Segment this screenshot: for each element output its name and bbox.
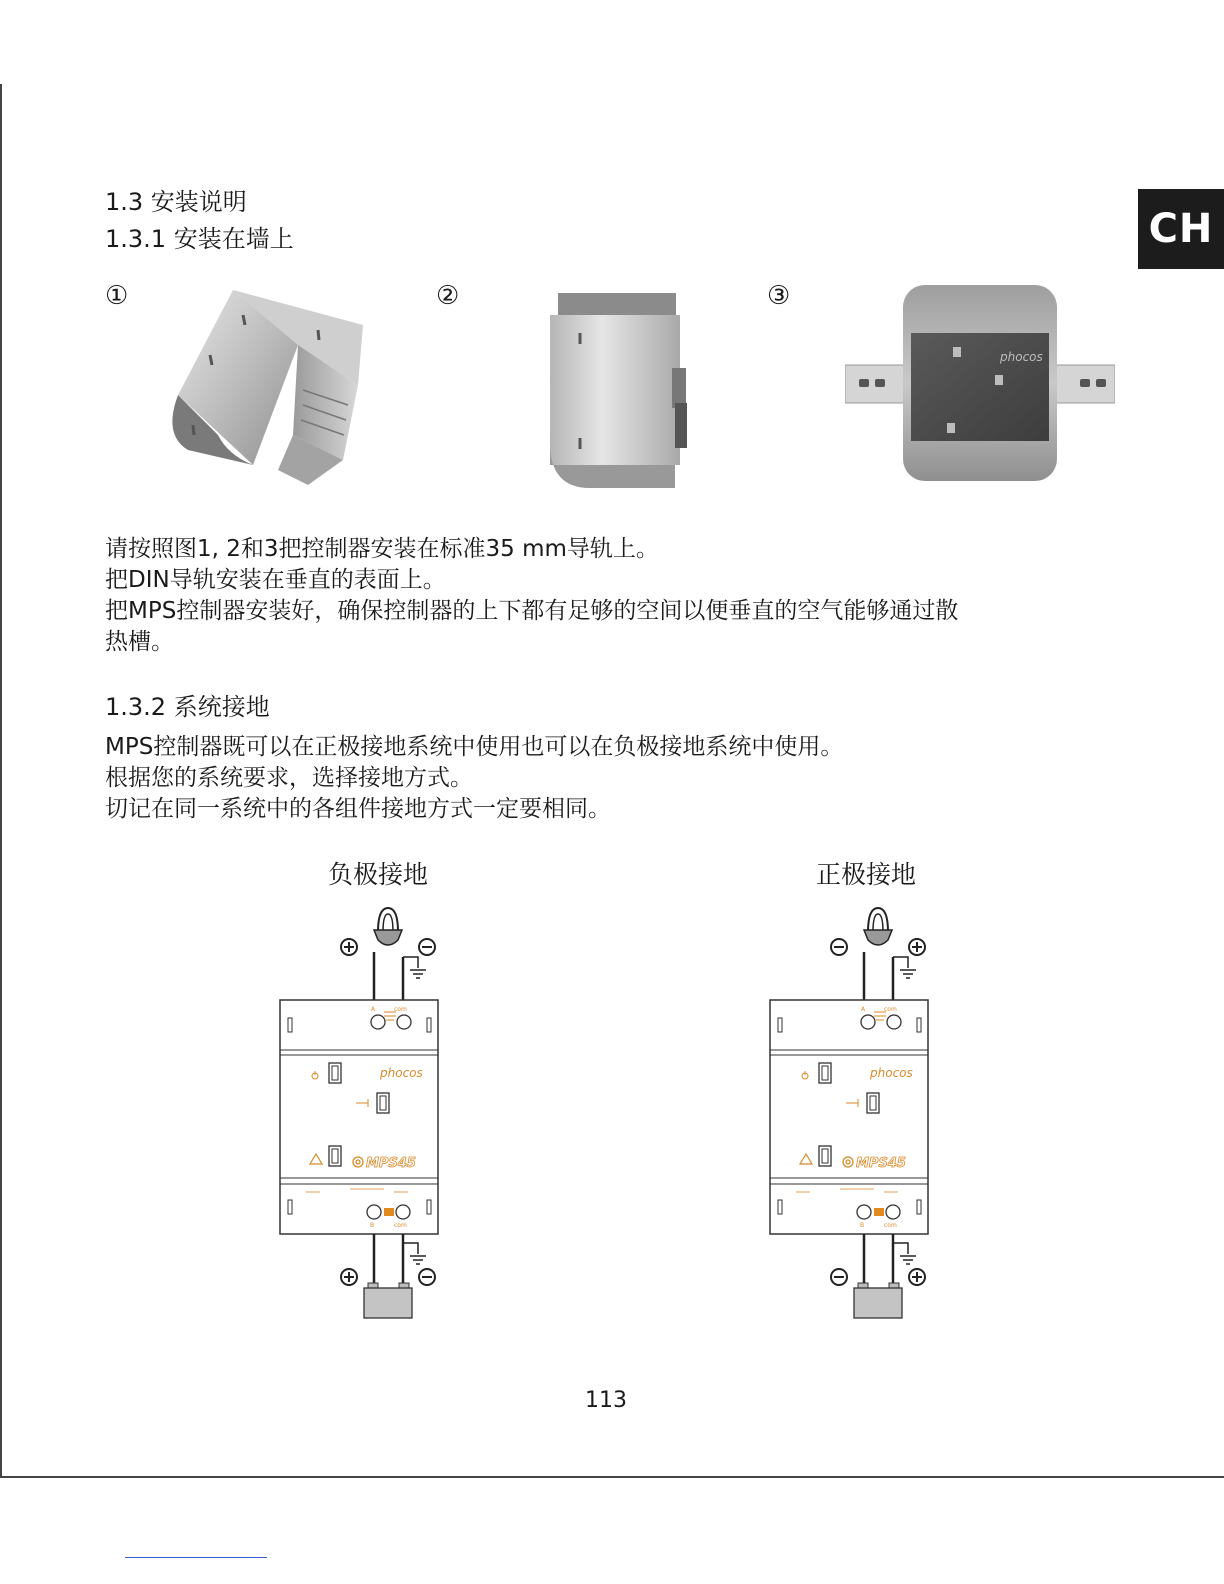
mount-instruction-line: 请按照图1, 2和3把控制器安装在标准35 mm导轨上。 <box>105 536 659 562</box>
page-frame-left <box>0 84 2 1478</box>
step-number-3: ③ <box>767 281 791 311</box>
subsection-heading-grounding: 1.3.2 系统接地 <box>105 693 270 721</box>
section-heading: 1.3 安装说明 <box>105 188 247 216</box>
mount-step-1-photo <box>158 285 378 495</box>
grounding-instructions <box>105 732 843 825</box>
plus-icon <box>909 1269 925 1285</box>
mount-instructions <box>105 534 958 658</box>
lamp-icon <box>864 908 892 945</box>
lamp-icon <box>374 908 402 945</box>
negative-ground-title: 负极接地 <box>328 860 429 889</box>
terminal-b-label: B <box>860 1222 865 1229</box>
footer-link-underline <box>125 1557 267 1558</box>
plus-icon <box>341 1269 357 1285</box>
terminal-a-label: A <box>371 1006 376 1013</box>
negative-ground-diagram <box>276 900 446 1325</box>
step-number-1: ① <box>105 281 129 311</box>
subsection-heading-wall-mount: 1.3.1 安装在墙上 <box>105 225 294 253</box>
step-number-2: ② <box>436 281 460 311</box>
mount-step-2-photo <box>540 288 690 493</box>
brand-logo-text: phocos <box>870 1066 913 1080</box>
mount-step-3-photo <box>845 283 1115 483</box>
mount-instruction-line: 把MPS控制器安装好，确保控制器的上下都有足够的空间以便垂直的空气能够通过散 <box>105 598 959 624</box>
minus-icon <box>419 939 435 955</box>
minus-icon <box>831 1269 847 1285</box>
terminal-b-label: B <box>370 1222 375 1229</box>
mount-instruction-line: 热槽。 <box>105 629 174 655</box>
minus-icon <box>831 939 847 955</box>
terminal-com-label: com <box>394 1006 407 1013</box>
plus-icon <box>341 939 357 955</box>
battery-icon <box>364 1283 412 1318</box>
positive-ground-title: 正极接地 <box>816 860 917 889</box>
battery-icon <box>854 1283 902 1318</box>
mount-instruction-line: 把DIN导轨安装在垂直的表面上。 <box>105 567 446 593</box>
language-tab: CH <box>1138 189 1224 269</box>
grounding-instruction-line: MPS控制器既可以在正极接地系统中使用也可以在负极接地系统中使用。 <box>105 734 844 760</box>
positive-ground-diagram <box>766 900 936 1325</box>
page-number: 113 <box>585 1388 627 1413</box>
plus-icon <box>909 939 925 955</box>
terminal-com-label: com <box>884 1006 897 1013</box>
grounding-instruction-line: 切记在同一系统中的各组件接地方式一定要相同。 <box>105 796 611 822</box>
model-logo-text: MPS45 <box>366 1156 416 1171</box>
model-logo-text: MPS45 <box>856 1156 906 1171</box>
grounding-instruction-line: 根据您的系统要求，选择接地方式。 <box>105 765 473 791</box>
terminal-com-label-bottom: com <box>394 1222 407 1229</box>
photo-brand-text: phocos <box>1000 350 1043 364</box>
terminal-com-label-bottom: com <box>884 1222 897 1229</box>
brand-logo-text: phocos <box>380 1066 423 1080</box>
minus-icon <box>419 1269 435 1285</box>
page-frame-bottom <box>0 1476 1224 1478</box>
terminal-a-label: A <box>861 1006 866 1013</box>
